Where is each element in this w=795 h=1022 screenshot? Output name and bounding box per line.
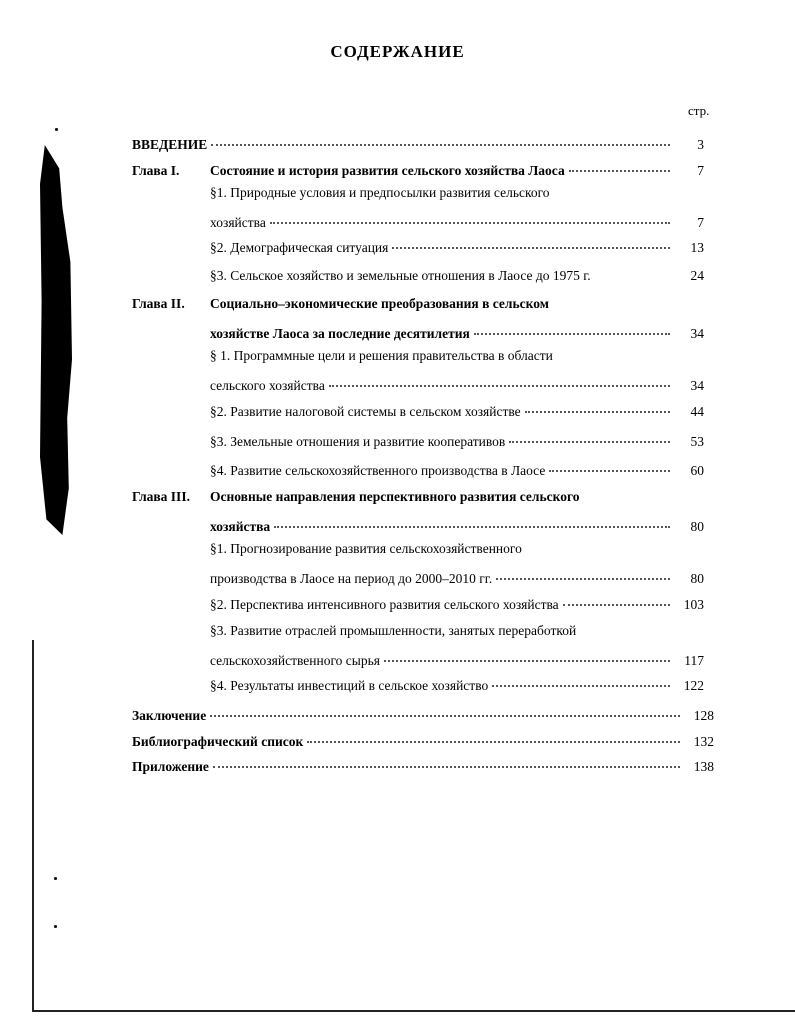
- page-number: 122: [683, 678, 704, 693]
- toc-entry-2-1[interactable]: [210, 374, 704, 394]
- pages-column-label: стр.: [688, 103, 710, 118]
- toc-entry-3-1[interactable]: [210, 567, 704, 587]
- chapter-label: Глава II.: [132, 296, 185, 311]
- toc-entry-chapter-3[interactable]: [210, 515, 704, 535]
- toc-entry-3-3-line1[interactable]: §3. Развитие отраслей промышленности, занятых переработкой: [210, 623, 577, 638]
- toc-entry-3-3[interactable]: [210, 649, 704, 669]
- scan-speck: [54, 877, 57, 880]
- entry-text: §2. Демографическая ситуация: [210, 240, 389, 255]
- toc-entry-chapter-2-line1[interactable]: [132, 296, 549, 312]
- entry-text: Основные направления перспективного развития сельского: [210, 489, 580, 504]
- page-number: 44: [690, 404, 704, 419]
- page-number: 24: [690, 268, 704, 283]
- page-number: 103: [683, 597, 704, 612]
- entry-text: Заключение: [132, 708, 207, 723]
- toc-entry-chapter-3-line1[interactable]: [132, 489, 580, 505]
- scan-edge-left: [32, 640, 34, 1012]
- dot-leader: [549, 456, 670, 472]
- entry-text: Библиографический список: [132, 734, 304, 749]
- dot-leader: [474, 319, 670, 335]
- toc-entry-2-3[interactable]: [210, 430, 704, 450]
- entry-text: §2. Перспектива интенсивного развития сельского хозяйства: [210, 597, 559, 612]
- dot-leader: [563, 590, 670, 606]
- page-number: 60: [690, 463, 704, 478]
- chapter-label: Глава III.: [132, 489, 190, 504]
- entry-text: хозяйства: [210, 519, 271, 534]
- page-number: 13: [690, 240, 704, 255]
- dot-leader: [213, 752, 680, 768]
- page-number: 80: [690, 519, 704, 534]
- dot-leader: [525, 397, 670, 413]
- scan-speck: [54, 925, 57, 928]
- toc-entry-1-1[interactable]: [210, 211, 704, 231]
- toc-entry-conclusion[interactable]: [132, 704, 714, 724]
- toc-entry-3-4[interactable]: [210, 674, 704, 694]
- toc-entry-1-2[interactable]: [210, 236, 704, 256]
- dot-leader: [496, 564, 670, 580]
- chapter-label: Глава I.: [132, 163, 180, 178]
- entry-text: сельскохозяйственного сырья: [210, 653, 380, 668]
- entry-text: Приложение: [132, 759, 209, 774]
- entry-text: §2. Развитие налоговой системы в сельском хозяйстве: [210, 404, 521, 419]
- entry-text: ВВЕДЕНИЕ: [132, 137, 208, 152]
- entry-text: Состояние и история развития сельского хозяйства Лаоса: [210, 163, 565, 178]
- dot-leader: [307, 727, 680, 743]
- toc-entry-1-3[interactable]: [210, 266, 704, 284]
- page-number: 34: [690, 378, 704, 393]
- dot-leader: [492, 671, 670, 687]
- page-number: 7: [697, 163, 704, 178]
- dot-leader: [569, 156, 670, 172]
- toc-entry-intro[interactable]: [132, 133, 704, 153]
- scan-artifact-bar: [40, 145, 72, 535]
- toc-entry-1-1-line1[interactable]: §1. Природные условия и предпосылки развития сельского: [210, 185, 550, 200]
- entry-text: §3. Сельское хозяйство и земельные отношения в Лаосе до 1975 г.: [210, 268, 591, 283]
- entry-text: Социально–экономические преобразования в сельском: [210, 296, 549, 311]
- toc-entry-appendix[interactable]: [132, 755, 714, 775]
- toc-entry-2-1-line1[interactable]: § 1. Программные цели и решения правительства в области: [210, 348, 553, 363]
- dot-leader: [392, 233, 670, 249]
- page-number: 138: [693, 759, 714, 774]
- toc-entry-2-2[interactable]: [210, 400, 704, 420]
- scan-edge-bottom: [32, 1010, 795, 1012]
- dot-leader: [210, 701, 680, 717]
- page-number: 132: [693, 734, 714, 749]
- toc-entry-chapter-1[interactable]: [132, 159, 704, 179]
- page-number: 117: [684, 653, 704, 668]
- dot-leader: [274, 512, 670, 528]
- page-number: 34: [690, 326, 704, 341]
- dot-leader: [329, 371, 670, 387]
- toc-entry-bibliography[interactable]: [132, 730, 714, 750]
- dot-leader: [384, 646, 670, 662]
- page-number: 53: [690, 434, 704, 449]
- page-number: 3: [697, 137, 704, 152]
- page-number: 7: [697, 215, 704, 230]
- dot-leader: [509, 427, 670, 443]
- entry-text: сельского хозяйства: [210, 378, 325, 393]
- page-title: СОДЕРЖАНИЕ: [330, 42, 465, 61]
- entry-text: хозяйстве Лаоса за последние десятилетия: [210, 326, 470, 341]
- entry-text: §4. Результаты инвестиций в сельское хозяйство: [210, 678, 489, 693]
- dot-leader: [211, 130, 670, 146]
- entry-text: производства в Лаосе на период до 2000–2010 гг.: [210, 571, 493, 586]
- page-number: 80: [690, 571, 704, 586]
- entry-text: §4. Развитие сельскохозяйственного производства в Лаосе: [210, 463, 546, 478]
- toc-entry-3-2[interactable]: [210, 593, 704, 613]
- toc-entry-2-4[interactable]: [210, 459, 704, 479]
- entry-text: хозяйства: [210, 215, 266, 230]
- dot-leader: [595, 263, 670, 277]
- dot-leader: [270, 208, 670, 224]
- toc-entry-3-1-line1[interactable]: §1. Прогнозирование развития сельскохозяйственного: [210, 541, 522, 556]
- toc-entry-chapter-2[interactable]: [210, 322, 704, 342]
- page-number: 128: [693, 708, 714, 723]
- scan-speck: [55, 128, 58, 131]
- entry-text: §3. Земельные отношения и развитие кооперативов: [210, 434, 506, 449]
